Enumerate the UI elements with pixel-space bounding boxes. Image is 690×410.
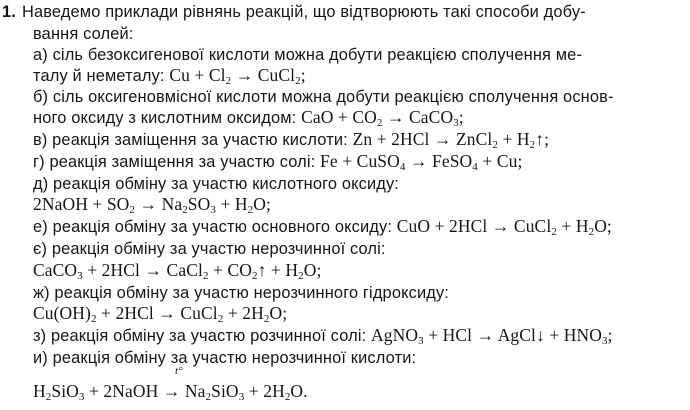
line-2 [33,23,134,45]
line-3 [33,44,582,66]
line-17 [33,347,416,369]
line-formula: CaCO$_3$ + 2HCl → CaCl$_2$ + $CO_2↑ + H_2O$; [33,260,322,282]
line-formula: 2NaOH + $SO_2 \to Na_2SO_3 + H_2O$; [33,194,271,216]
line-formula: CuO + 2HCl → CuCl$_2$ + $H_2O$; [396,216,612,238]
line-11 [33,216,612,238]
line-7 [33,129,549,151]
line-text: д) реакція обміну за участю кислотного оксиду: [33,175,400,193]
line-formula: CaO + $CO_2$ → CaCO$_3$; [301,107,464,129]
line-text: ного оксиду з кислотним оксидом: [33,109,302,127]
final-equation: $H_2SiO_3$ + 2NaOH → $Na_2SiO_3 + 2H_2O$. [33,381,308,403]
line-text: а) сіль безоксигенової кислоти можна добути реакцією сполучення ме- [33,46,583,64]
line-5 [33,86,614,108]
line-10 [33,194,271,216]
line-text: ж) реакція обміну за участю нерозчинного гідроксиду: [33,284,450,302]
line-text: г) реакція заміщення за участю солі: [33,153,321,171]
line-formula: AgNO$_3$ + HCl → AgCl↓ + $HNO_3$; [371,325,613,347]
line-6 [33,107,464,129]
line-16 [33,325,613,347]
line-formula: $Cu + Cl_2$ → CuCl$_2$; [169,65,306,87]
line-1 [2,1,586,23]
line-formula: $Cu(OH)_2 + 2HCl$ → CuCl$_2$ + $2H_2O$; [33,303,288,325]
exercise-number: 1. [2,3,16,21]
line-text: талу й неметалу: [33,67,170,85]
line-text: б) сіль оксигеновмісної кислоти можна добути реакцією сполучення основ- [33,88,614,106]
line-text: и) реакція обміну за участю нерозчинної кислоти: [33,349,417,367]
line-12 [33,238,386,260]
line-text: з) реакція обміну за участю розчинної солі: [33,327,372,345]
line-text: в) реакція заміщення за участю кислоти: [33,131,353,149]
line-text: Наведемо приклади рівнянь реакцій, що відтворюють такі способи добу- [22,3,586,21]
line-14 [33,282,449,304]
line-15 [33,303,287,325]
line-text: е) реакція обміну за участю основного оксиду: [33,218,397,236]
line-formula: Zn + 2HCl → ZnCl$_2$ + $H_2↑$; [352,129,550,151]
line-8 [33,151,522,173]
line-13 [33,260,321,282]
line-text: вання солей: [33,25,134,43]
line-4 [33,65,306,87]
line-9 [33,173,399,195]
line-formula: Fe + CuSO$_4$ → FeSO$_4$ + Cu; [320,151,523,173]
line-text: є) реакція обміну за участю нерозчинної солі: [33,240,386,258]
reaction-condition: t° [175,365,183,377]
